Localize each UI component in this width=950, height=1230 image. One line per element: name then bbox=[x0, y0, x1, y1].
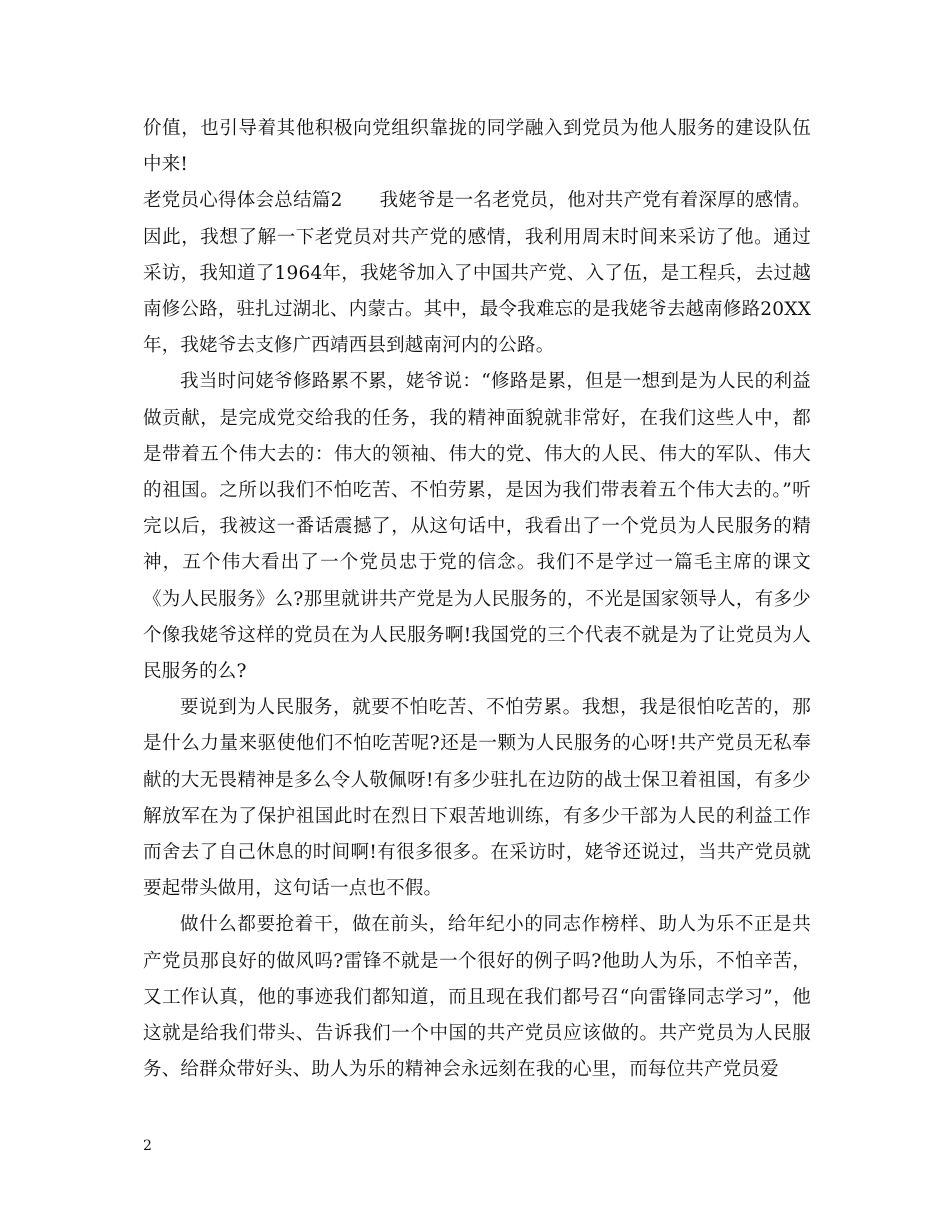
paragraph-road-building: 我当时问姥爷修路累不累，姥爷说：“修路是累，但是一想到是为人民的利益做贡献，是完成党交给我的任务，我的精神面貌就非常好，在我们这些人中，都是带着五个伟大去的：伟大的领袖、伟大的党、伟大的人民、伟大的军队、伟大的祖国。之所以我们不怕吃苦、不怕劳累，是因为我们带表着五个伟大去的。”听完以后，我被这一番话震撼了，从这句话中，我看出了一个党员为人民服务的精神，五个伟大看出了一个党员忠于党的信念。我们不是学过一篇毛主席的课文《为人民服务》么?那里就讲共产党是为人民服务的，不光是国家领导人，有多少个像我姥爷这样的党员在为人民服务啊!我国党的三个代表不就是为了让党员为人民服务的么? bbox=[143, 371, 811, 683]
paragraph-lei-feng: 做什么都要抢着干，做在前头，给年纪小的同志作榜样、助人为乐不正是共产党员那良好的做风吗?雷锋不就是一个很好的例子吗?他助人为乐，不怕辛苦，又工作认真，他的事迹我们都知道，而且现在我们都号召“向雷锋同志学习”，他这就是给我们带头、告诉我们一个中国的共产党员应该做的。共产党员为人民服务、给群众带好头、助人为乐的精神会永远刻在我的心里，而每位共产党员爱 bbox=[143, 914, 811, 1081]
page-number: 2 bbox=[143, 1138, 152, 1154]
section-first-paragraph-text: 我姥爷是一名老党员，他对共产党有着深厚的感情。因此，我想了解一下老党员对共产党的感情，我利用周末时间来采访了他。通过采访，我知道了1964年，我姥爷加入了中国共产党、入了伍，是工程兵，去过越南修公路，驻扎过湖北、内蒙古。其中，最令我难忘的是我姥爷去越南修路20XX年，我姥爷去支修广西靖西县到越南河内的公路。 bbox=[143, 190, 811, 357]
paragraph-serve-people: 要说到为人民服务，就要不怕吃苦、不怕劳累。我想，我是很怕吃苦的，那是什么力量来驱使他们不怕吃苦呢?还是一颗为人民服务的心呀!共产党员无私奉献的大无畏精神是多么令人敬佩呀!有多少驻扎在边防的战士保卫着祖国，有多少解放军在为了保护祖国此时在烈日下艰苦地训练，有多少干部为人民的利益工作而舍去了自己休息的时间啊!有很多很多。在采访时，姥爷还说过，当共产党员就要起带头做用，这句话一点也不假。 bbox=[143, 697, 811, 900]
paragraph-section-heading bbox=[143, 183, 811, 364]
document-body bbox=[143, 111, 811, 1088]
paragraph-continuation: 价值，也引导着其他积极向党组织靠拢的同学融入到党员为他人服务的建设队伍中来! bbox=[143, 118, 811, 176]
section-title: 老党员心得体会总结篇2 bbox=[143, 190, 343, 212]
